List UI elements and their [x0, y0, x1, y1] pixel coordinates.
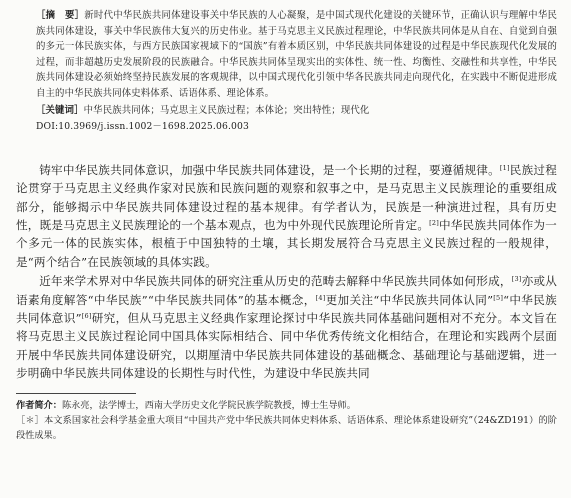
citation-2[interactable]: [2]	[429, 218, 439, 227]
body-text-run: 中华民族共同体作为一个多元一体的民族实体，根植于中国独特的土壤，其长期发展符合马克思主义民族过程的一般规律，是“两个结合”在民族领域的具体实践。	[16, 217, 557, 269]
citation-4[interactable]: [4]	[315, 293, 326, 302]
abstract-text: 新时代中华民族共同体建设事关中华民族的人心凝聚，是中国式现代化建设的关键环节，正确认识与理解中华民族共同体建设，事关中华民族伟大复兴的历史伟业。基于马克思主义民族过程理论，中华民族共同体是从自在、自觉到自强的多元一体民族实体，与西方民族国家视域下的“国族”有着本质区别，中华民族共同体建设的过程是中华民族现代化发展的过程，而非超越历史发展阶段的民族融合。中华民族共同体呈现实出的实体性、统一性、均衡性、交融性和共享性，中华民族共同体建设必须始终坚持民族发展的客观规律，以中国式现代化引领中华各民族共同走向现代化，在实践中不断促进形成自主的中华民族共同体史料体系、话语体系、理论体系。	[36, 10, 557, 99]
body-text-run: 近年来学术界对中华民族共同体的研究注重从历史的范畴去解释中华民族共同体如何形成，	[39, 274, 512, 289]
body-paragraph-1	[16, 161, 557, 271]
citation-1[interactable]: [1]	[499, 163, 510, 172]
body-text	[16, 161, 557, 383]
abstract-paragraph	[36, 8, 557, 102]
citation-3[interactable]: [3]	[511, 275, 522, 284]
body-text-run: 民族过程论贯穿于马克思主义经典作家对民族和民族问题的观察和叙事之中，是马克思主义民族理论的重要组成部分，能够揭示中华民族共同体建设过程的基本规律。有学者认为，民族是一种演进过程，具有历史性，既是马克思主义民族理论的一个基本观点，也为中外现代民族理论所肯定。	[16, 162, 557, 232]
doi-line: DOI:10.3969/j.issn.1002－1698.2025.06.003	[36, 121, 250, 133]
keywords-line	[36, 103, 557, 119]
author-note-label: 作者简介：	[16, 399, 62, 411]
keywords-label: ［关键词］	[36, 104, 84, 116]
body-paragraph-2	[16, 272, 557, 382]
abstract-label: ［摘 要］	[36, 10, 85, 21]
body-text-run: 研究，但从马克思主义经典作家理论探讨中华民族共同体基础问题相对不充分。本文旨在将马克思主义民族过程论同中国具体实际相结合、同中华优秀传统文化相结合，在理论和实践两个层面开展中华民族共同体建设研究，以期厘清中华民族共同体建设的基础概念、基础理论与基础逻辑，进一步明确中华民族共同体建设的长期性与时代性，为建设中华民族共同	[16, 311, 557, 381]
body-text-run: 亦或从语素角度解答“中华民族”“中华民族共同体”的基本概念，	[16, 274, 557, 307]
citation-5[interactable]: [5]	[493, 293, 504, 302]
keywords-text: 中华民族共同体；马克思主义民族过程；本体论；突出特性；现代化	[83, 104, 370, 116]
abstract-block	[36, 8, 557, 135]
author-note-text: 陈永亮，法学博士，西南大学历史文化学院民族学院教授，博士生导师。	[61, 399, 356, 411]
body-text-run: 铸牢中华民族共同体意识，加强中华民族共同体建设，是一个长期的过程，要遵循规律。	[39, 162, 500, 177]
funding-note: ［＊］本文系国家社会科学基金重大项目“中国共产党中华民族共同体史料体系、话语体系、理论体系建设研究”（24&ZD191）的阶段性成果。	[16, 414, 557, 441]
body-text-run: 更加关注“中华民族共同体认同”	[325, 292, 494, 307]
footnote-separator	[16, 393, 136, 394]
author-note	[16, 398, 557, 413]
footnotes	[16, 398, 557, 443]
citation-6[interactable]: [6]	[81, 312, 92, 320]
body-text-run: “中华民族共同体意识”	[16, 292, 557, 325]
